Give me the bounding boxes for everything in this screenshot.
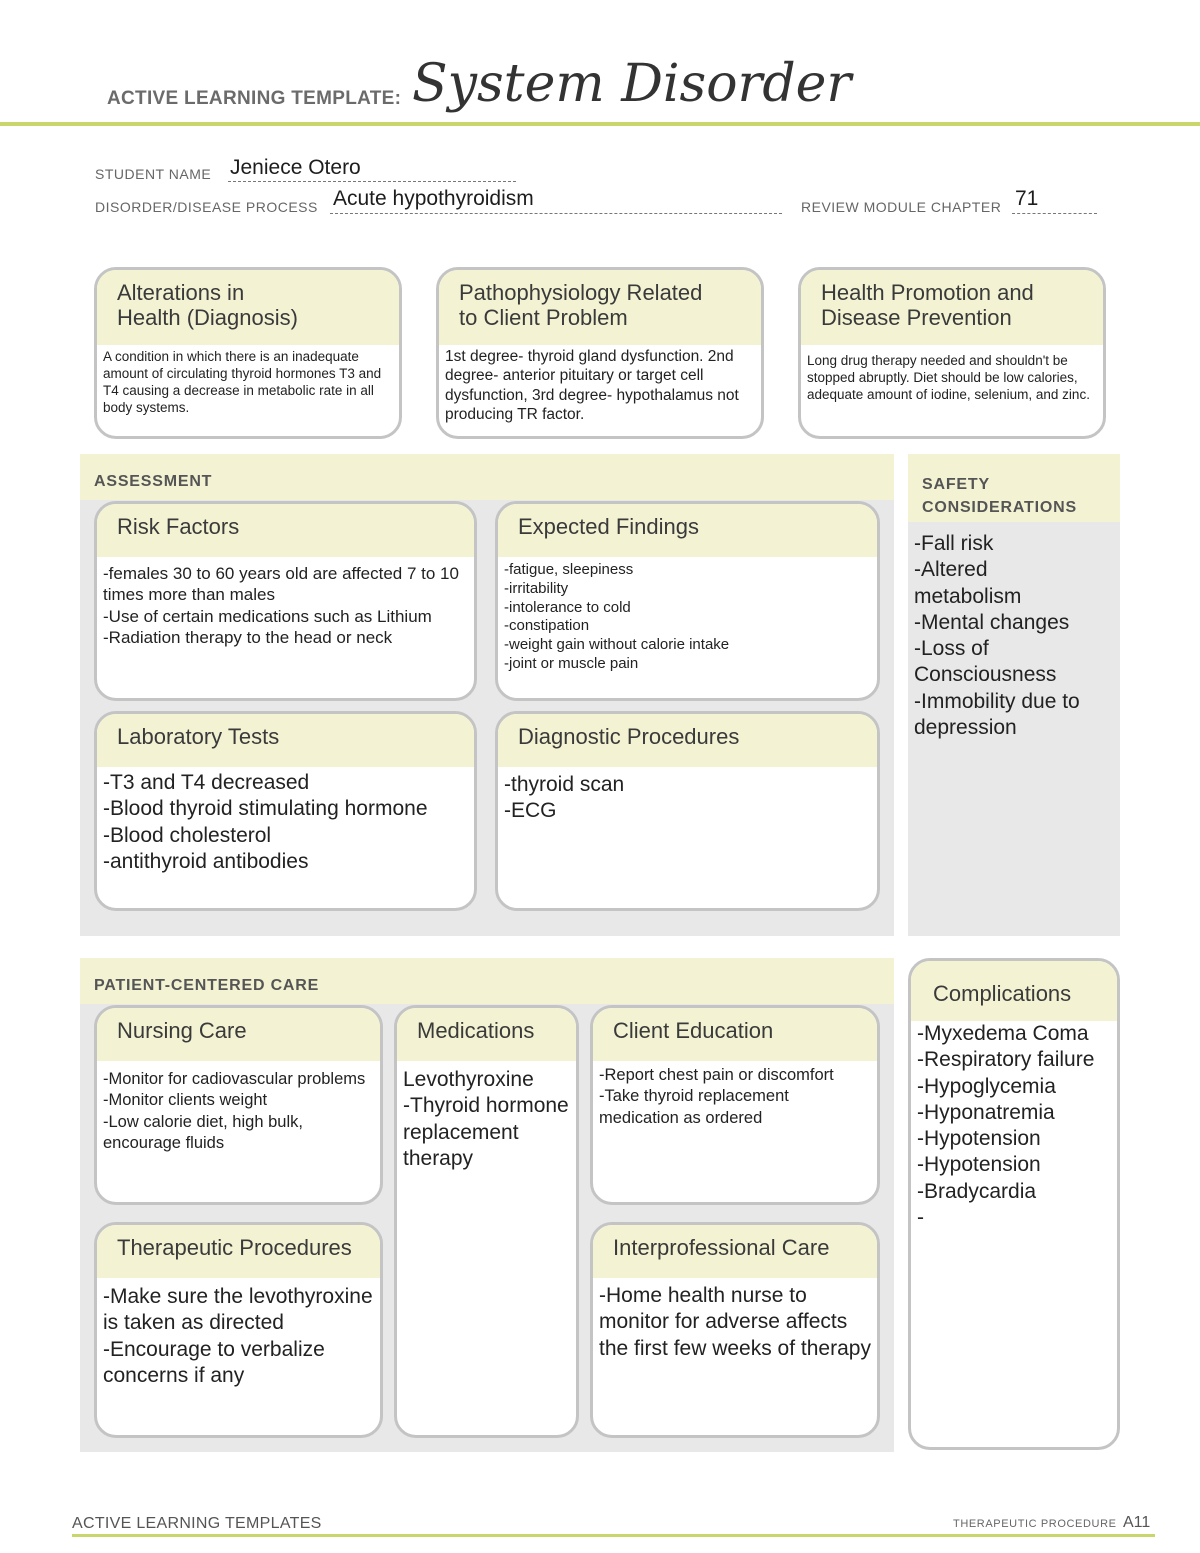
nursing-care-title: Nursing Care	[97, 1008, 380, 1061]
client-education-box	[590, 1005, 880, 1205]
risk-factors-box	[94, 501, 477, 701]
safety-title: SAFETY CONSIDERATIONS	[922, 476, 1077, 516]
alterations-body[interactable]: A condition in which there is an inadequate amount of circulating thyroid hormones T3 and T4 causing a decrease in metabolic rate in all body systems.	[103, 349, 382, 415]
safety-body[interactable]: -Fall risk -Altered metabolism -Mental changes -Loss of Consciousness -Immobility due to depression	[914, 532, 1080, 740]
student-name-label: STUDENT NAME	[95, 166, 212, 182]
nursing-care-body[interactable]: -Monitor for cadiovascular problems -Monitor clients weight -Low calorie diet, high bulk, encourage fluids	[103, 1070, 366, 1153]
disorder-underline	[330, 213, 782, 214]
patient-care-label: PATIENT-CENTERED CARE	[94, 977, 320, 994]
complications-title: Complications	[911, 961, 1117, 1021]
disorder-field[interactable]: Acute hypothyroidism	[333, 187, 534, 210]
expected-findings-box	[495, 501, 880, 701]
medications-body[interactable]: Levothyroxine -Thyroid hormone replacement therapy	[403, 1068, 569, 1170]
expected-findings-title: Expected Findings	[498, 504, 877, 557]
therapeutic-procedures-body[interactable]: -Make sure the levothyroxine is taken as directed -Encourage to verbalize concerns if any	[103, 1285, 373, 1387]
chapter-underline	[1012, 213, 1097, 214]
pathophysiology-body[interactable]: 1st degree- thyroid gland dysfunction. 2nd degree- anterior pituitary or target cell dysfunction, 3rd degree- hypothalamus not producing TR factor.	[445, 348, 739, 424]
chapter-label: REVIEW MODULE CHAPTER	[801, 199, 1002, 215]
diagnostic-procedures-box	[495, 711, 880, 911]
medications-box	[394, 1005, 579, 1438]
assessment-label: ASSESSMENT	[94, 473, 213, 490]
footer-right: THERAPEUTIC PROCEDURE	[953, 1518, 1117, 1530]
alterations-title: Alterations in Health (Diagnosis)	[97, 270, 399, 345]
template-prefix: ACTIVE LEARNING TEMPLATE:	[107, 88, 402, 109]
laboratory-tests-body[interactable]: -T3 and T4 decreased -Blood thyroid stimulating hormone -Blood cholesterol -antithyroid antibodies	[103, 771, 428, 873]
interprofessional-care-box	[590, 1222, 880, 1438]
risk-factors-title: Risk Factors	[97, 504, 474, 557]
nursing-care-box	[94, 1005, 383, 1205]
diagnostic-procedures-title: Diagnostic Procedures	[498, 714, 877, 767]
complications-box	[908, 958, 1120, 1450]
health-promotion-title: Health Promotion and Disease Prevention	[801, 270, 1103, 345]
page-title: System Disorder	[412, 54, 852, 114]
client-education-body[interactable]: -Report chest pain or discomfort -Take thyroid replacement medication as ordered	[599, 1066, 834, 1127]
expected-findings-body[interactable]: -fatigue, sleepiness -irritability -intolerance to cold -constipation -weight gain without calorie intake -joint or muscle pain	[504, 561, 730, 672]
client-education-title: Client Education	[593, 1008, 877, 1061]
risk-factors-body[interactable]: -females 30 to 60 years old are affected 7 to 10 times more than males -Use of certain medications such as Lithium -Radiation therapy to the head or neck	[103, 564, 459, 647]
complications-body[interactable]: -Myxedema Coma -Respiratory failure -Hypoglycemia -Hyponatremia -Hypotension -Hypotension -Bradycardia -	[917, 1022, 1095, 1230]
laboratory-tests-box	[94, 711, 477, 911]
footer-left: ACTIVE LEARNING TEMPLATES	[72, 1515, 322, 1532]
diagnostic-procedures-body[interactable]: -thyroid scan -ECG	[504, 773, 625, 823]
health-promotion-body[interactable]: Long drug therapy needed and shouldn't be stopped abruptly. Diet should be low calories, adequate amount of iodine, selenium, and zinc.	[807, 353, 1090, 402]
interprofessional-care-body[interactable]: -Home health nurse to monitor for adverse affects the first few weeks of therapy	[599, 1284, 871, 1360]
footer-divider	[72, 1534, 1155, 1537]
pathophysiology-title: Pathophysiology Related to Client Problem	[439, 270, 761, 345]
therapeutic-procedures-title: Therapeutic Procedures	[97, 1225, 380, 1278]
health-promotion-box	[798, 267, 1106, 439]
laboratory-tests-title: Laboratory Tests	[97, 714, 474, 767]
chapter-field[interactable]: 71	[1015, 187, 1039, 210]
header-divider	[0, 122, 1200, 126]
medications-title: Medications	[397, 1008, 576, 1061]
therapeutic-procedures-box	[94, 1222, 383, 1438]
disorder-label: DISORDER/DISEASE PROCESS	[95, 199, 318, 215]
student-name-underline	[228, 181, 516, 182]
interprofessional-care-title: Interprofessional Care	[593, 1225, 877, 1278]
footer-page-number: A11	[1123, 1514, 1151, 1531]
pathophysiology-box	[436, 267, 764, 439]
alterations-box	[94, 267, 402, 439]
student-name-field[interactable]: Jeniece Otero	[230, 156, 361, 179]
